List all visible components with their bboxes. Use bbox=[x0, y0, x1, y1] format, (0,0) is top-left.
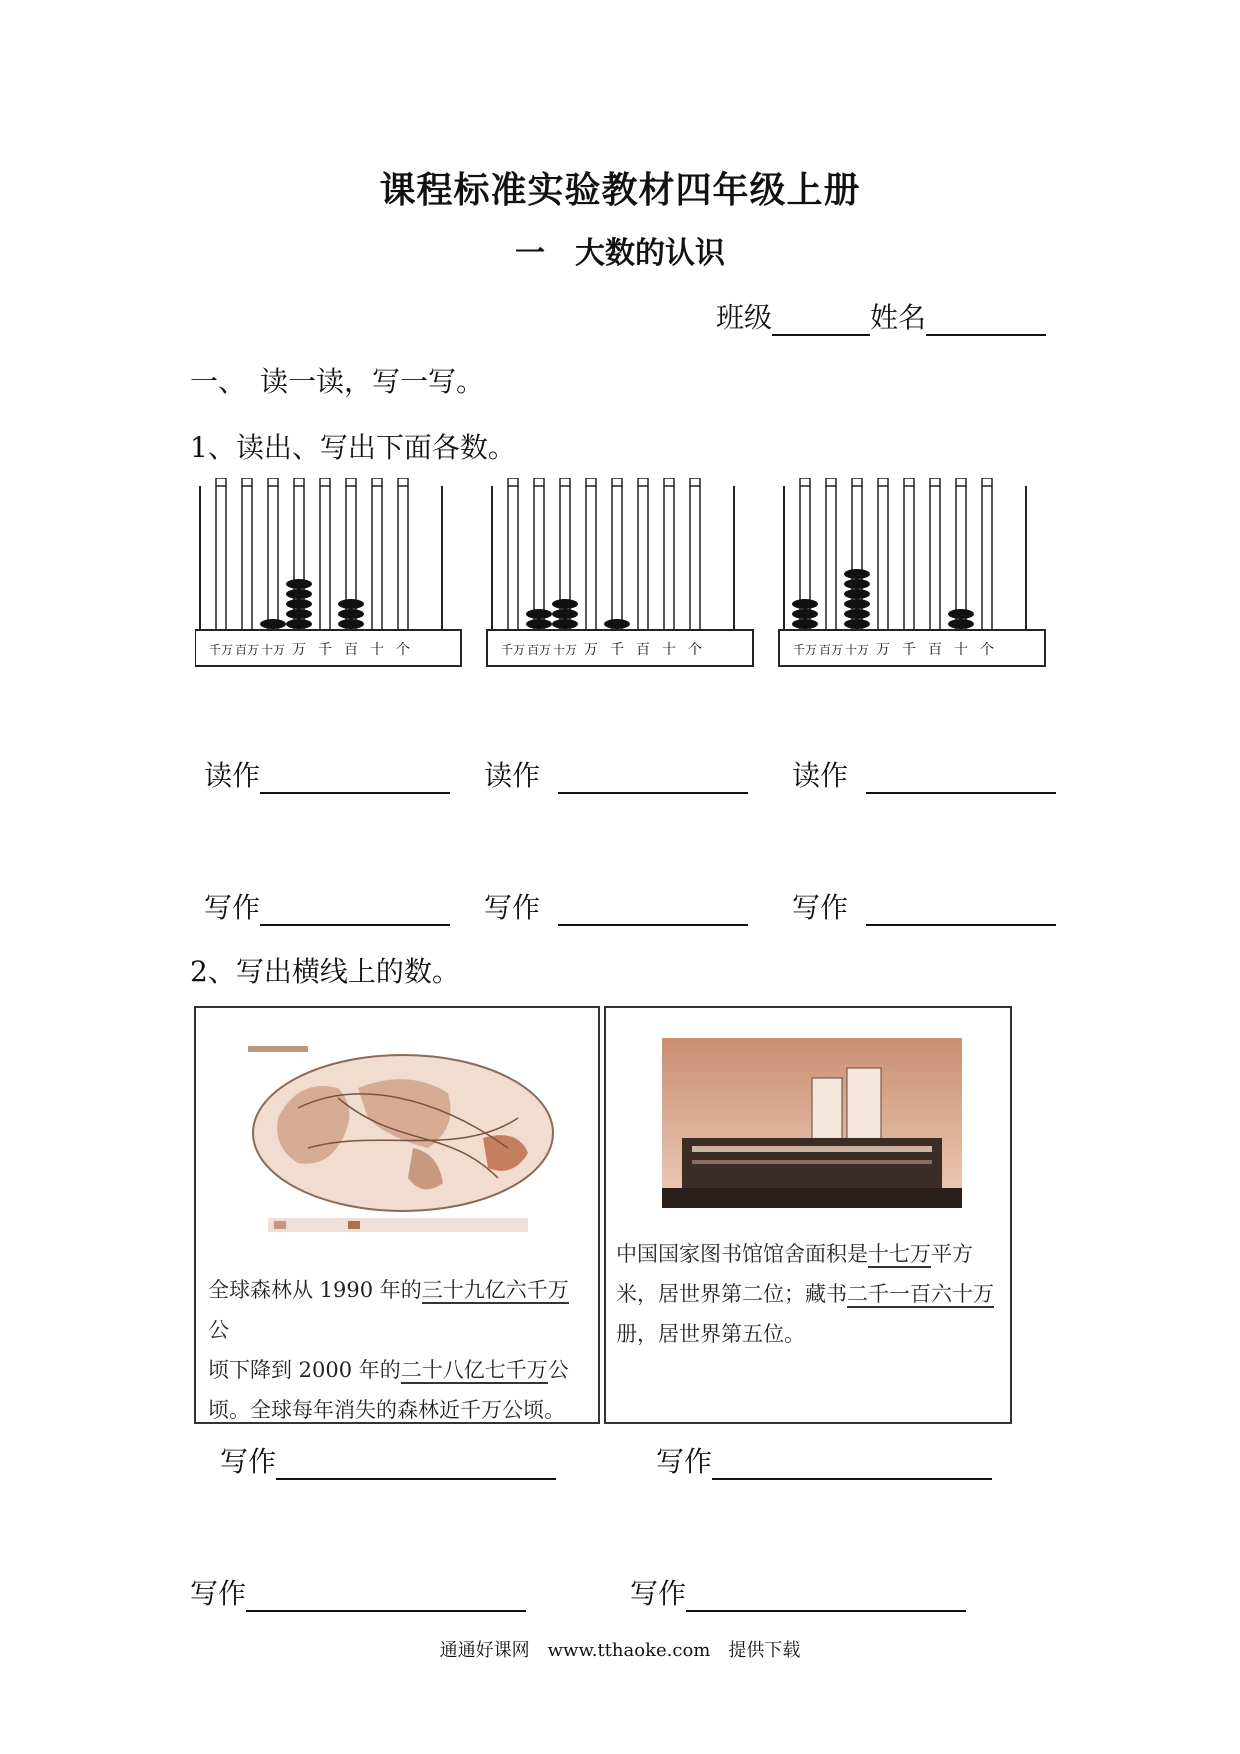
rod-cap bbox=[638, 478, 648, 486]
place-label: 十 bbox=[662, 642, 676, 658]
forest-panel bbox=[194, 1006, 600, 1424]
bead bbox=[792, 599, 818, 609]
footer: 通通好课网 www.tthaoke.com 提供下载 bbox=[439, 1640, 801, 1661]
write-answer-2[interactable] bbox=[558, 896, 748, 926]
library-text-1: 中国国家图书馆馆舍面积是 bbox=[616, 1242, 868, 1266]
write-label: 写作 bbox=[656, 1445, 713, 1478]
rod-cap bbox=[982, 478, 992, 486]
rod-cap bbox=[800, 478, 810, 486]
place-label: 百万 bbox=[818, 643, 844, 657]
place-label: 千万 bbox=[792, 643, 818, 657]
place-label: 百 bbox=[344, 642, 358, 658]
abaci-illustration bbox=[195, 478, 1055, 678]
rod-cap bbox=[534, 478, 544, 486]
library-photo bbox=[662, 1038, 962, 1208]
place-label: 千万 bbox=[500, 643, 526, 657]
bead bbox=[260, 619, 286, 629]
read-label: 读作 bbox=[484, 759, 541, 792]
write-label: 写作 bbox=[484, 891, 541, 924]
name-label: 姓名 bbox=[870, 301, 927, 334]
bead bbox=[844, 619, 870, 629]
abacus-3 bbox=[779, 478, 1045, 666]
write-answer-3[interactable] bbox=[866, 896, 1056, 926]
rod-cap bbox=[372, 478, 382, 486]
library-panel bbox=[604, 1006, 1012, 1424]
bead bbox=[604, 619, 630, 629]
q2-write-row-4 bbox=[630, 1572, 966, 1612]
read-answer-3[interactable] bbox=[866, 764, 1056, 794]
library-underlined-1: 十七万 bbox=[868, 1242, 931, 1266]
name-field[interactable] bbox=[926, 308, 1046, 336]
q2-write-row-2 bbox=[656, 1440, 992, 1480]
bead bbox=[286, 579, 312, 589]
bead bbox=[286, 599, 312, 609]
write-row-3 bbox=[792, 886, 1056, 926]
read-row-3 bbox=[792, 754, 1056, 794]
world-map-image bbox=[238, 1038, 568, 1238]
place-label: 千 bbox=[902, 642, 916, 658]
read-answer-2[interactable] bbox=[558, 764, 748, 794]
q2-write-answer-2[interactable] bbox=[712, 1450, 992, 1480]
bead bbox=[338, 599, 364, 609]
rod-cap bbox=[956, 478, 966, 486]
rod-cap bbox=[346, 478, 356, 486]
bead bbox=[844, 569, 870, 579]
rod-cap bbox=[294, 478, 304, 486]
place-label: 十 bbox=[370, 642, 384, 658]
place-label: 百 bbox=[636, 642, 650, 658]
bead bbox=[948, 619, 974, 629]
place-label: 十万 bbox=[844, 643, 870, 657]
abacus-1 bbox=[195, 478, 461, 666]
forest-text-1: 全球森林从 1990 年的 bbox=[208, 1278, 422, 1302]
rod-cap bbox=[586, 478, 596, 486]
bead bbox=[526, 619, 552, 629]
library-underlined-2: 二千一百六十万 bbox=[847, 1282, 994, 1306]
read-label: 读作 bbox=[792, 759, 849, 792]
q2-write-answer-1[interactable] bbox=[276, 1450, 556, 1480]
bead bbox=[844, 609, 870, 619]
place-label: 百万 bbox=[234, 643, 260, 657]
question-2: 2、写出横线上的数。 bbox=[190, 955, 460, 988]
rod-cap bbox=[612, 478, 622, 486]
rod-cap bbox=[398, 478, 408, 486]
library-text bbox=[616, 1234, 1002, 1354]
place-label: 万 bbox=[584, 642, 598, 658]
write-label: 写作 bbox=[792, 891, 849, 924]
bead bbox=[338, 619, 364, 629]
bead bbox=[286, 619, 312, 629]
page-subtitle: 一 大数的认识 bbox=[515, 236, 725, 271]
write-label: 写作 bbox=[220, 1445, 277, 1478]
abacus-2 bbox=[487, 478, 753, 666]
place-label: 千 bbox=[610, 642, 624, 658]
forest-text-3: 顷下降到 2000 年的 bbox=[208, 1358, 401, 1382]
rod-cap bbox=[852, 478, 862, 486]
place-label: 十万 bbox=[552, 643, 578, 657]
class-label: 班级 bbox=[716, 301, 773, 334]
read-label: 读作 bbox=[204, 759, 261, 792]
q2-write-row-1 bbox=[220, 1440, 556, 1480]
class-name-line bbox=[716, 296, 1046, 336]
place-label: 十万 bbox=[260, 643, 286, 657]
bead bbox=[844, 579, 870, 589]
page-title: 课程标准实验教材四年级上册 bbox=[379, 170, 861, 211]
write-label: 写作 bbox=[630, 1577, 687, 1610]
place-label: 个 bbox=[980, 642, 994, 658]
write-label: 写作 bbox=[204, 891, 261, 924]
forest-text-5: 顷。全球每年消失的森林近千万公顷。 bbox=[208, 1398, 565, 1422]
write-answer-1[interactable] bbox=[260, 896, 450, 926]
bead bbox=[552, 619, 578, 629]
write-label: 写作 bbox=[190, 1577, 247, 1610]
bead bbox=[526, 609, 552, 619]
write-row-1 bbox=[204, 886, 450, 926]
bead bbox=[286, 609, 312, 619]
place-label: 万 bbox=[292, 642, 306, 658]
bead bbox=[552, 599, 578, 609]
rod-cap bbox=[930, 478, 940, 486]
forest-underlined-1: 三十九亿六千万 bbox=[421, 1278, 569, 1302]
rod-cap bbox=[826, 478, 836, 486]
read-answer-1[interactable] bbox=[260, 764, 450, 794]
rod-cap bbox=[268, 478, 278, 486]
place-label: 百万 bbox=[526, 643, 552, 657]
place-label: 千 bbox=[318, 642, 332, 658]
rod-cap bbox=[242, 478, 252, 486]
q2-write-row-3 bbox=[190, 1572, 526, 1612]
library-text-3: 米，居世界第二位；藏书 bbox=[616, 1282, 847, 1306]
place-label: 个 bbox=[688, 642, 702, 658]
place-label: 万 bbox=[876, 642, 890, 658]
library-text-4: 册，居世界第五位。 bbox=[616, 1322, 805, 1346]
forest-text bbox=[208, 1270, 588, 1430]
bead bbox=[792, 619, 818, 629]
write-row-2 bbox=[484, 886, 748, 926]
bead bbox=[792, 609, 818, 619]
forest-text-2: 公 bbox=[208, 1318, 229, 1342]
rod-cap bbox=[904, 478, 914, 486]
rod-cap bbox=[690, 478, 700, 486]
place-label: 十 bbox=[954, 642, 968, 658]
place-label: 个 bbox=[396, 642, 410, 658]
read-row-2 bbox=[484, 754, 748, 794]
bead bbox=[844, 589, 870, 599]
place-label: 千万 bbox=[208, 643, 234, 657]
bead bbox=[338, 609, 364, 619]
bead bbox=[844, 599, 870, 609]
class-field[interactable] bbox=[772, 308, 870, 336]
bead bbox=[286, 589, 312, 599]
rod-cap bbox=[216, 478, 226, 486]
place-label: 百 bbox=[928, 642, 942, 658]
q2-write-answer-4[interactable] bbox=[686, 1582, 966, 1612]
question-1: 1、读出、写出下面各数。 bbox=[190, 431, 516, 464]
bead bbox=[552, 609, 578, 619]
rod-cap bbox=[560, 478, 570, 486]
bead bbox=[948, 609, 974, 619]
forest-underlined-2: 二十八亿七千万 bbox=[400, 1358, 548, 1382]
library-text-2: 平方 bbox=[931, 1242, 973, 1266]
rod-cap bbox=[320, 478, 330, 486]
rod-cap bbox=[508, 478, 518, 486]
q2-write-answer-3[interactable] bbox=[246, 1582, 526, 1612]
forest-text-4: 公 bbox=[547, 1358, 569, 1382]
section-heading: 一、 读一读，写一写。 bbox=[190, 365, 485, 398]
read-row-1 bbox=[204, 754, 450, 794]
rod-cap bbox=[664, 478, 674, 486]
rod-cap bbox=[878, 478, 888, 486]
